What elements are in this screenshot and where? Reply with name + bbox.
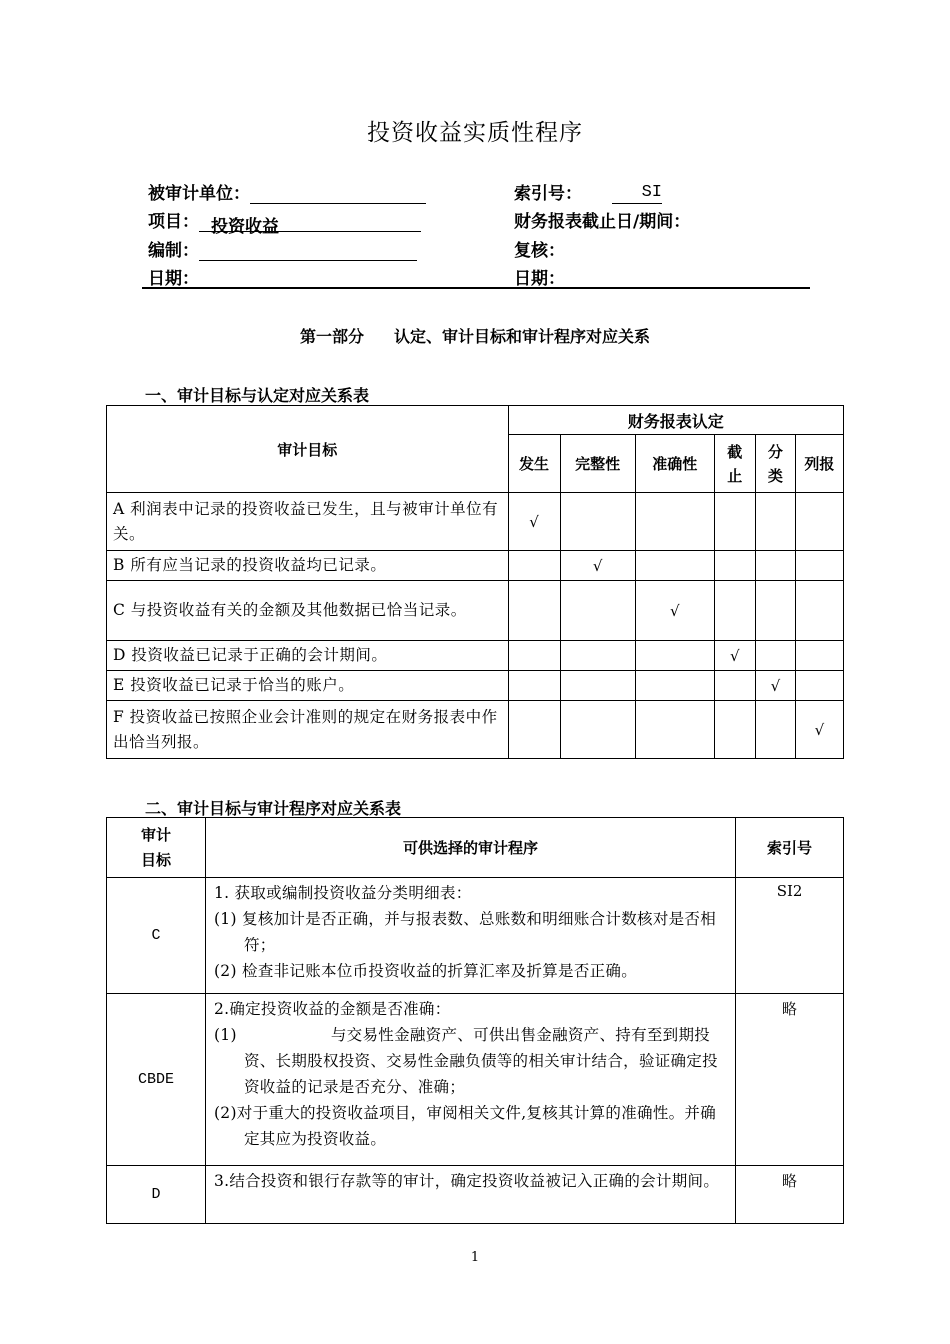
period-label: 财务报表截止日/期间： (514, 212, 691, 232)
assertion-cell (508, 551, 560, 581)
page-number: 1 (470, 1250, 480, 1265)
assertion-cell (755, 581, 795, 641)
assertion-header: 分类 (755, 435, 795, 493)
section2-title: 二、审计目标与审计程序对应关系表 (145, 799, 402, 818)
procedure-substep: (1) 复核加计是否正确，并与报表数、总账数和明细账合计数核对是否相符； (213, 910, 717, 954)
project-value[interactable]: 投资收益 (199, 212, 421, 232)
objective-text: B 所有应当记录的投资收益均已记录。 (107, 551, 509, 581)
assertion-cell (755, 493, 795, 551)
review-label: 复核： (514, 241, 565, 261)
part-label: 第一部分 (299, 327, 364, 346)
assertion-cell (755, 641, 795, 671)
assertion-header: 截止 (714, 435, 755, 493)
procedure-index: 略 (736, 1166, 844, 1224)
procedure-step: 2.确定投资收益的金额是否准确： (213, 1000, 451, 1018)
procedure-row (107, 1166, 844, 1224)
col-objective-header: 审计目标 (107, 818, 206, 878)
prepared-label: 编制： (148, 241, 199, 261)
procedure-row (107, 878, 844, 994)
assertion-cell (714, 701, 755, 759)
check-mark: √ (560, 551, 635, 581)
objective-text: C 与投资收益有关的金额及其他数据已恰当记录。 (107, 581, 509, 641)
check-mark: √ (755, 671, 795, 701)
index-label: 索引号： (514, 184, 582, 204)
section1-title: 一、审计目标与认定对应关系表 (145, 386, 370, 405)
prepared-field[interactable] (199, 240, 417, 261)
objective-row (107, 551, 844, 581)
date-label-right: 日期： (514, 269, 565, 289)
date-field-left[interactable] (199, 268, 417, 289)
assertion-header: 发生 (508, 435, 560, 493)
index-value[interactable]: SI (612, 183, 662, 204)
objective-row (107, 581, 844, 641)
assertion-cell (795, 551, 843, 581)
objective-text: D 投资收益已记录于正确的会计期间。 (107, 641, 509, 671)
procedure-substep: (2)对于重大的投资收益项目，审阅相关文件,复核其计算的准确性。并确定其应为投资收益。 (213, 1104, 717, 1148)
objective-row (107, 493, 844, 551)
check-mark: √ (635, 581, 714, 641)
auditee-label: 被审计单位： (148, 184, 250, 204)
objective-procedure-table (106, 817, 844, 1224)
objective-code: C (107, 878, 206, 994)
assertion-cell (635, 671, 714, 701)
assertion-cell (635, 493, 714, 551)
procedure-text (205, 1166, 735, 1224)
objective-rows (107, 493, 844, 759)
procedure-rows (107, 878, 844, 1224)
objective-row (107, 701, 844, 759)
procedure-index: SI2 (736, 878, 844, 994)
assertion-cell (795, 641, 843, 671)
objective-header: 审计目标 (107, 406, 509, 493)
col-procedure-header: 可供选择的审计程序 (205, 818, 735, 878)
procedure-row (107, 994, 844, 1166)
procedure-substep: (1) 与交易性金融资产、可供出售金融资产、持有至到期投资、长期股权投资、交易性金融负债等的相关审计结合，验证确定投资收益的记录是否充分、准确； (213, 1026, 718, 1096)
document-title: 投资收益实质性程序 (367, 120, 583, 146)
date-label-left: 日期： (148, 269, 199, 289)
auditee-field[interactable] (250, 183, 426, 204)
assertion-cell (508, 641, 560, 671)
check-mark: √ (795, 701, 843, 759)
assertion-cell (560, 671, 635, 701)
objective-text: A 利润表中记录的投资收益已发生，且与被审计单位有关。 (107, 493, 509, 551)
objective-code: CBDE (107, 994, 206, 1166)
assertions-group-header: 财务报表认定 (508, 406, 843, 435)
check-mark: √ (508, 493, 560, 551)
assertion-cell (714, 671, 755, 701)
procedure-text (205, 994, 735, 1166)
assertion-cell (635, 701, 714, 759)
procedure-text (205, 878, 735, 994)
assertion-header: 列报 (795, 435, 843, 493)
assertion-header: 准确性 (635, 435, 714, 493)
assertion-cell (560, 493, 635, 551)
objective-text: F 投资收益已按照企业会计准则的规定在财务报表中作出恰当列报。 (107, 701, 509, 759)
assertion-cell (635, 551, 714, 581)
assertion-cell (795, 671, 843, 701)
assertion-cell (635, 641, 714, 671)
part-title: 认定、审计目标和审计程序对应关系 (394, 327, 651, 346)
procedure-step: 1. 获取或编制投资收益分类明细表： (213, 884, 472, 902)
objective-code: D (107, 1166, 206, 1224)
assertion-cell (755, 551, 795, 581)
objective-text: E 投资收益已记录于恰当的账户。 (107, 671, 509, 701)
assertion-cell (508, 671, 560, 701)
objective-row (107, 671, 844, 701)
assertion-cell (795, 493, 843, 551)
assertion-cell (714, 493, 755, 551)
objective-assertion-table (106, 405, 844, 759)
assertion-cell (795, 581, 843, 641)
objective-row (107, 641, 844, 671)
assertion-cell (560, 581, 635, 641)
part-heading (0, 324, 950, 347)
assertion-cell (714, 581, 755, 641)
assertion-cell (508, 701, 560, 759)
assertion-cell (755, 701, 795, 759)
assertion-header: 完整性 (560, 435, 635, 493)
project-label: 项目： (148, 212, 199, 232)
assertion-cell (560, 641, 635, 671)
header-divider (142, 287, 810, 289)
procedure-step: 3.结合投资和银行存款等的审计，确定投资收益被记入正确的会计期间。 (213, 1172, 720, 1190)
check-mark: √ (714, 641, 755, 671)
procedure-substep: (2) 检查非记账本位币投资收益的折算汇率及折算是否正确。 (213, 962, 638, 980)
col-index-header: 索引号 (736, 818, 844, 878)
procedure-index: 略 (736, 994, 844, 1166)
assertion-cell (508, 581, 560, 641)
assertion-cell (560, 701, 635, 759)
assertion-cell (714, 551, 755, 581)
